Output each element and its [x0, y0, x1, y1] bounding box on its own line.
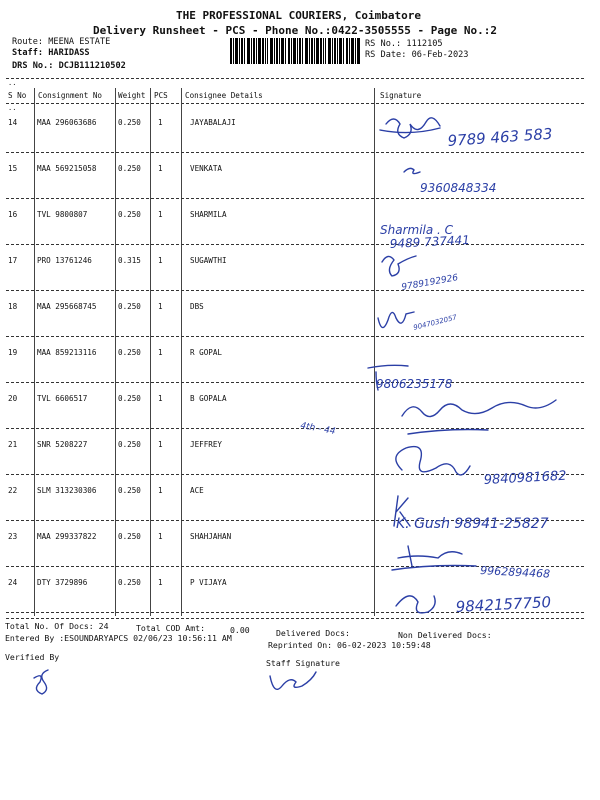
total-cod-label: Total COD Amt: — [136, 623, 206, 633]
row-weight: 0.250 — [118, 302, 141, 311]
hw-row20-left: 4th - 44 — [299, 421, 337, 438]
row-pcs: 1 — [158, 256, 163, 265]
hw-row16-phone: 9489 737441 — [389, 232, 471, 251]
hw-row16-name: Sharmila . C — [380, 223, 454, 237]
row-weight: 0.250 — [118, 532, 141, 541]
col-weight: Weight — [118, 91, 146, 100]
col-pcs: PCS — [154, 91, 168, 100]
delivered-docs: Delivered Docs: — [276, 628, 350, 638]
row-consignee: P VIJAYA — [190, 578, 227, 587]
row-weight: 0.250 — [118, 440, 141, 449]
runsheet-subtitle: Delivery Runsheet - PCS - Phone No.:0422-3505555 - Page No.:2 — [93, 24, 497, 37]
company-title: THE PROFESSIONAL COURIERS, Coimbatore — [176, 9, 422, 22]
row-consignment-no: TVL 9800807 — [37, 210, 88, 219]
row-consignment-no: TVL 6606517 — [37, 394, 88, 403]
col-divider-3 — [150, 88, 151, 616]
entered-by: Entered By :ESOUNDARYAPCS 02/06/23 10:56:11 AM — [5, 633, 232, 643]
row-weight: 0.250 — [118, 394, 141, 403]
col-consignee: Consignee Details — [185, 91, 263, 100]
header-dots-2: .. — [8, 104, 17, 112]
hw-row24: 9842157750 — [455, 593, 552, 616]
row-weight: 0.250 — [118, 118, 141, 127]
row-pcs: 1 — [158, 578, 163, 587]
row-consignment-no: MAA 295668745 — [37, 302, 97, 311]
barcode-image — [230, 38, 360, 64]
row-consignment-no: DTY 3729896 — [37, 578, 88, 587]
row-consignment-no: MAA 299337822 — [37, 532, 97, 541]
hw-row18: 9047032057 — [412, 313, 458, 332]
hw-row17: 9789192926 — [400, 273, 459, 293]
header-rule-top — [6, 78, 584, 79]
row-pcs: 1 — [158, 210, 163, 219]
col-signature: Signature — [380, 91, 422, 100]
row-sno: 14 — [8, 118, 18, 127]
row-consignment-no: MAA 296063686 — [37, 118, 97, 127]
row-sno: 18 — [8, 302, 18, 311]
col-divider-2 — [115, 88, 116, 616]
row-pcs: 1 — [158, 532, 163, 541]
row-sno: 22 — [8, 486, 18, 495]
row-pcs: 1 — [158, 302, 163, 311]
row-consignee: SHAHJAHAN — [190, 532, 232, 541]
row-separator — [6, 382, 584, 383]
row-consignment-no: MAA 859213116 — [37, 348, 97, 357]
row-pcs: 1 — [158, 440, 163, 449]
col-consignment: Consignment No — [38, 91, 103, 100]
row-separator — [6, 612, 584, 613]
row-weight: 0.250 — [118, 210, 141, 219]
hw-row21: 9840981682 — [483, 468, 567, 488]
hw-row19: 9806235178 — [376, 377, 453, 391]
hw-row15: 9360848334 — [420, 181, 497, 195]
col-divider-1 — [34, 88, 35, 616]
rs-number: RS No.: 1112105 — [365, 39, 443, 49]
row-separator — [6, 152, 584, 153]
row-separator — [6, 198, 584, 199]
row-weight: 0.315 — [118, 256, 141, 265]
row-consignee: JEFFREY — [190, 440, 223, 449]
row-consignee: SHARMILA — [190, 210, 227, 219]
row-consignee: VENKATA — [190, 164, 223, 173]
row-consignee: ACE — [190, 486, 204, 495]
row-pcs: 1 — [158, 394, 163, 403]
row-consignee: R GOPAL — [190, 348, 223, 357]
row-sno: 19 — [8, 348, 18, 357]
total-docs: Total No. Of Docs: 24 — [5, 621, 109, 631]
row-weight: 0.250 — [118, 578, 141, 587]
row-separator — [6, 520, 584, 521]
row-sno: 15 — [8, 164, 18, 173]
hw-row22: K. Gush 98941-25827 — [396, 516, 549, 532]
row-separator — [6, 566, 584, 567]
row-consignee: DBS — [190, 302, 204, 311]
row-separator — [6, 336, 584, 337]
row-weight: 0.250 — [118, 164, 141, 173]
header-rule-bottom — [6, 103, 584, 104]
row-separator — [6, 428, 584, 429]
total-cod-value: 0.00 — [230, 625, 250, 635]
non-delivered-docs: Non Delivered Docs: — [398, 630, 492, 640]
header-dots: .. — [8, 79, 17, 87]
rs-date: RS Date: 06-Feb-2023 — [365, 50, 469, 60]
row-separator — [6, 244, 584, 245]
row-sno: 24 — [8, 578, 18, 587]
row-consignee: B GOPALA — [190, 394, 227, 403]
row-weight: 0.250 — [118, 486, 141, 495]
row-consignment-no: SNR 5208227 — [37, 440, 88, 449]
col-divider-4 — [181, 88, 182, 616]
staff-label: Staff: HARIDASS — [12, 48, 90, 58]
row-consignment-no: SLM 313230306 — [37, 486, 97, 495]
row-sno: 17 — [8, 256, 18, 265]
row-consignee: SUGAWTHI — [190, 256, 227, 265]
row-pcs: 1 — [158, 348, 163, 357]
col-divider-5 — [374, 88, 375, 616]
route-label: Route: MEENA ESTATE — [12, 37, 111, 47]
row-pcs: 1 — [158, 486, 163, 495]
row-consignment-no: MAA 569215058 — [37, 164, 97, 173]
reprinted-on: Reprinted On: 06-02-2023 10:59:48 — [268, 640, 431, 650]
footer-rule — [6, 618, 584, 619]
drs-number: DRS No.: DCJB111210502 — [12, 61, 126, 71]
col-sno: S No — [8, 91, 27, 100]
row-pcs: 1 — [158, 164, 163, 173]
row-separator — [6, 290, 584, 291]
row-consignment-no: PRO 13761246 — [37, 256, 92, 265]
staff-signature-label: Staff Signature — [266, 658, 340, 668]
row-sno: 20 — [8, 394, 18, 403]
row-sno: 16 — [8, 210, 18, 219]
verified-by: Verified By — [5, 652, 60, 662]
row-sno: 23 — [8, 532, 18, 541]
row-consignee: JAYABALAJI — [190, 118, 236, 127]
row-weight: 0.250 — [118, 348, 141, 357]
row-pcs: 1 — [158, 118, 163, 127]
row-separator — [6, 474, 584, 475]
hw-row14: 9789 463 583 — [447, 124, 554, 150]
row-sno: 21 — [8, 440, 18, 449]
hw-row23: 9962894468 — [479, 564, 551, 581]
